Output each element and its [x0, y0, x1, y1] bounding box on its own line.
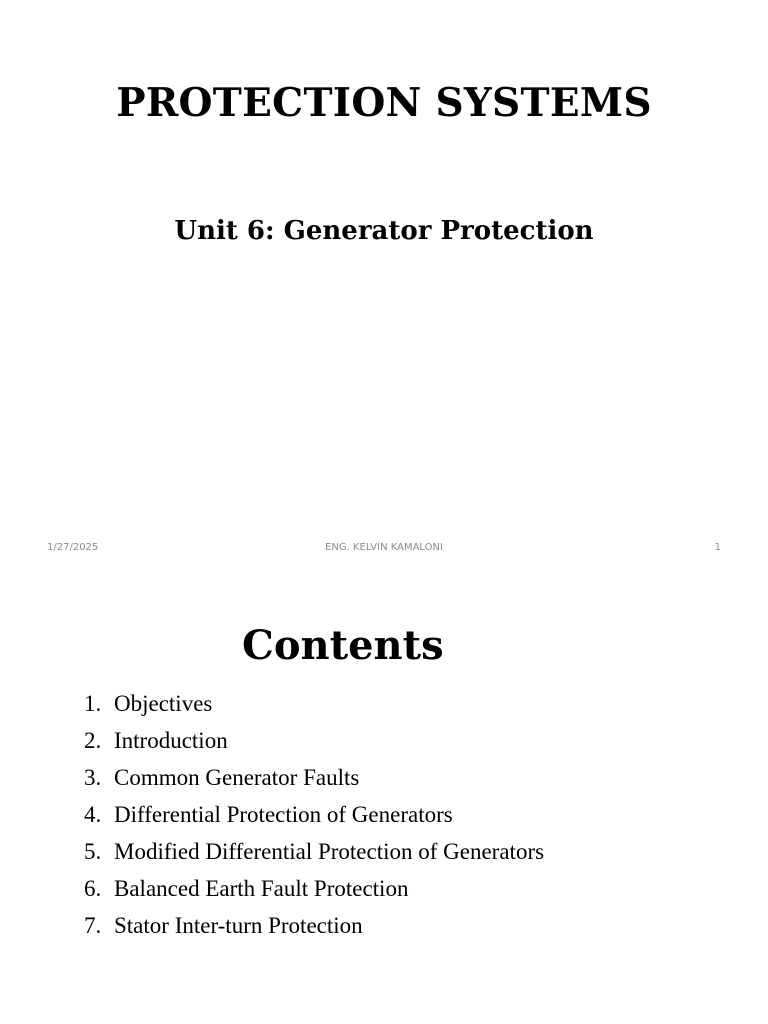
contents-item: [84, 689, 544, 726]
contents-item-number: 6.: [84, 876, 102, 901]
contents-item-number: 5.: [84, 839, 102, 864]
contents-item-label: Introduction: [114, 728, 228, 753]
contents-item-label: Stator Inter-turn Protection: [114, 913, 363, 938]
contents-item-number: 7.: [84, 913, 102, 938]
contents-item-label: Objectives: [114, 691, 213, 716]
contents-item-label: Balanced Earth Fault Protection: [114, 876, 409, 901]
contents-item: [84, 911, 544, 948]
contents-item: [84, 763, 544, 800]
contents-item: [84, 837, 544, 874]
contents-heading: Contents: [242, 622, 444, 669]
contents-item-number: 3.: [84, 765, 102, 790]
footer-date: 1/27/2025: [47, 542, 99, 553]
contents-item: [84, 726, 544, 763]
contents-item-label: Modified Differential Protection of Generators: [114, 839, 545, 864]
contents-slide: [0, 576, 768, 1024]
contents-item-label: Common Generator Faults: [114, 765, 360, 790]
footer-page-number: 1: [714, 542, 721, 553]
slide-title: PROTECTION SYSTEMS: [116, 80, 652, 126]
contents-item: [84, 800, 544, 837]
contents-item-number: 4.: [84, 802, 102, 827]
contents-list: [84, 689, 544, 948]
contents-item-number: 1.: [84, 691, 102, 716]
slide-subtitle: Unit 6: Generator Protection: [174, 216, 594, 246]
contents-item-number: 2.: [84, 728, 102, 753]
contents-item: [84, 874, 544, 911]
footer-author: ENG. KELVIN KAMALONI: [325, 542, 443, 553]
contents-item-label: Differential Protection of Generators: [114, 802, 453, 827]
